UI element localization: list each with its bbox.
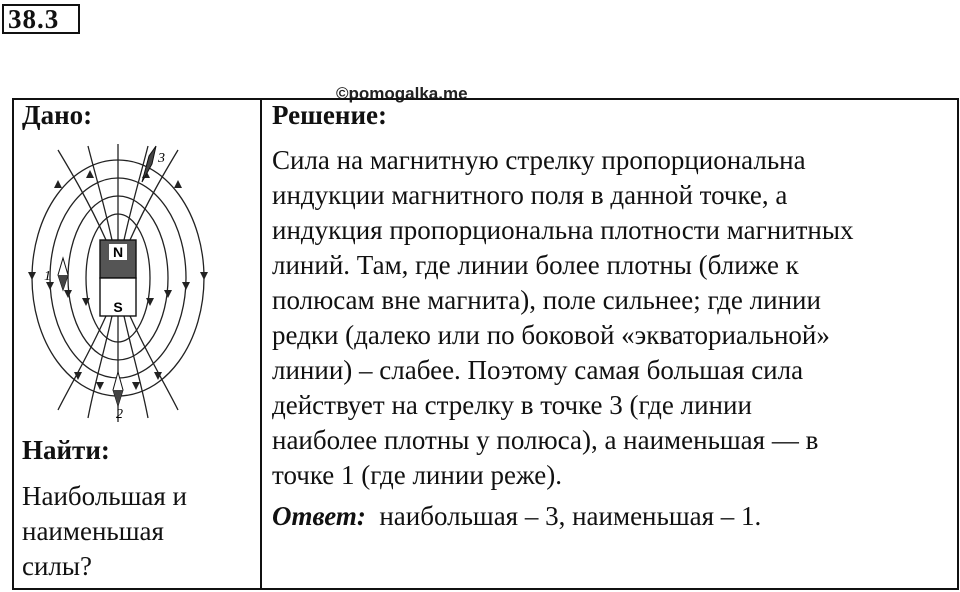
point-1-label: 1 bbox=[44, 269, 51, 284]
find-line: силы? bbox=[22, 551, 93, 581]
solution-line: линии) – слабее. Поэтому самая большая сила bbox=[272, 355, 804, 385]
solution-line: полюсам вне магнита), поле сильнее; где линии bbox=[272, 285, 821, 315]
solution-line: наиболее плотны у полюса), а наименьшая — в bbox=[272, 425, 819, 455]
solution-line: точке 1 (где линии реже). bbox=[272, 460, 562, 490]
watermark: ©pomogalka.me bbox=[336, 84, 468, 103]
find-line: Наибольшая и bbox=[22, 481, 187, 511]
magnet-field-figure bbox=[28, 140, 208, 425]
solution-line: Сила на магнитную стрелку пропорциональна bbox=[272, 145, 806, 175]
north-pole-label: N bbox=[112, 244, 124, 260]
answer-text: наибольшая – 3, наименьшая – 1. bbox=[379, 501, 762, 531]
point-3-label: 3 bbox=[158, 151, 165, 166]
point-2-label: 2 bbox=[116, 407, 123, 422]
bar-magnet bbox=[100, 240, 136, 316]
solution-label: Решение: bbox=[272, 100, 387, 130]
answer-label: Ответ: bbox=[272, 501, 366, 531]
column-divider bbox=[260, 98, 262, 590]
find-text bbox=[22, 479, 252, 584]
find-label: Найти: bbox=[22, 435, 110, 465]
south-pole-label: S bbox=[113, 299, 123, 315]
solution-line: действует на стрелку в точке 3 (где линии bbox=[272, 390, 752, 420]
given-label: Дано: bbox=[22, 100, 93, 130]
solution-line: индукции магнитного поля в данной точке, а bbox=[272, 180, 788, 210]
needle-2-dark bbox=[113, 390, 123, 406]
needle-1-dark bbox=[58, 275, 68, 290]
find-line: наименьшая bbox=[22, 516, 164, 546]
solution-line: редки (далеко или по боковой «экваториальной» bbox=[272, 320, 830, 350]
solution-text bbox=[272, 143, 956, 493]
solution-line: индукция пропорциональна плотности магнитных bbox=[272, 215, 854, 245]
answer-line bbox=[272, 501, 761, 532]
problem-number: 38.3 bbox=[2, 4, 80, 34]
solution-line: линий. Там, где линии более плотны (ближе к bbox=[272, 250, 799, 280]
